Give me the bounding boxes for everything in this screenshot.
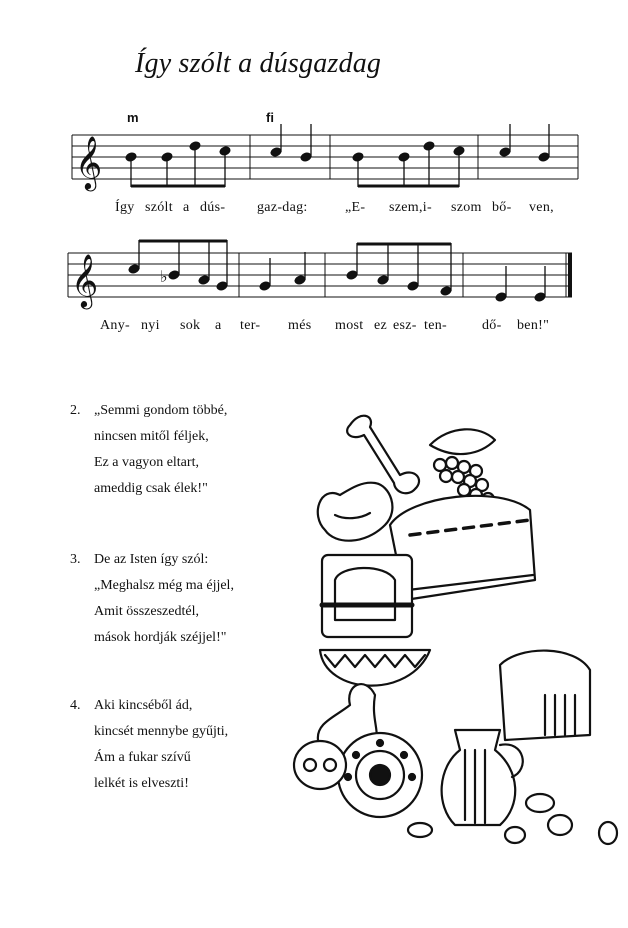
bone-icon [347, 416, 419, 494]
verse-line: Amit összeszedtél, [94, 604, 199, 619]
treble-clef-icon-2: 𝄞 [71, 253, 99, 307]
verse-number: 3. [70, 552, 81, 567]
lyric-syllable: szom [451, 200, 482, 215]
notes-measure-1 [125, 141, 231, 187]
lyric-syllable: ez [374, 318, 388, 333]
verse-line: mások hordják széjjel!" [94, 630, 227, 645]
notes-measure-7 [346, 243, 452, 296]
vase-icon [442, 730, 523, 825]
notes-measure-2 [270, 124, 312, 162]
lyric-syllable: sok [180, 318, 201, 333]
staff-1 [72, 135, 578, 179]
lyric-syllable: ten- [424, 318, 447, 333]
lyric-syllable: a [183, 200, 190, 215]
lyric-syllable: esz- [393, 318, 417, 333]
lyric-syllable: nyi [141, 318, 160, 333]
lyric-syllable: szólt [145, 200, 173, 215]
verse-line: ameddig csak élek!" [94, 481, 208, 496]
music-score [0, 0, 628, 340]
verse-line: Aki kincséből ád, [94, 698, 193, 713]
verse-line: „Meghalsz még ma éjjel, [94, 578, 234, 593]
verse-line: lelkét is elveszti! [94, 776, 189, 791]
plate-icon [338, 733, 422, 817]
verse-number: 4. [70, 698, 81, 713]
verse-line: nincsen mitől féljek, [94, 429, 209, 444]
verse-line: Ám a fukar szívű [94, 750, 191, 765]
lyric-syllable: gaz-dag: [257, 200, 308, 215]
treble-clef-icon: 𝄞 [75, 135, 103, 189]
verse-number: 2. [70, 403, 81, 418]
lantern-box-icon [322, 555, 412, 637]
verse-line: De az Isten így szól: [94, 552, 209, 567]
lyric-syllable: ter- [240, 318, 261, 333]
grapes-icon [430, 429, 495, 505]
verse-3 [70, 547, 234, 651]
ham-icon [318, 483, 393, 541]
lyric-syllable: a [215, 318, 222, 333]
verse-2 [70, 398, 227, 502]
lyric-syllable: més [288, 318, 312, 333]
verse-4 [70, 693, 228, 797]
notes-measure-3 [352, 141, 465, 187]
lyric-syllable: ven, [529, 200, 554, 215]
small-chest-icon [500, 651, 590, 740]
lyric-syllable: dő- [482, 318, 502, 333]
lyric-syllable: ben!" [517, 318, 550, 333]
song-title: Így szólt a dúsgazdag [135, 48, 382, 79]
notes-measure-6 [259, 252, 306, 291]
svg-text:♭: ♭ [160, 267, 168, 286]
lyric-syllable: szem,i- [389, 200, 432, 215]
treasure-pile-illustration [290, 405, 620, 850]
solfa-mark-fi: fi [266, 110, 274, 125]
solfa-mark-mi: m [127, 110, 139, 125]
pot-icon [294, 741, 346, 789]
lyric-syllable: Any- [100, 318, 130, 333]
verse-line: „Semmi gondom többé, [94, 403, 228, 418]
notes-measure-5 [128, 240, 228, 291]
lyric-syllable: „E- [345, 200, 366, 215]
lyric-syllable: Így [115, 200, 135, 215]
bowl-icon [320, 650, 430, 686]
lyric-syllable: most [335, 318, 364, 333]
lyric-syllable: dús- [200, 200, 226, 215]
verse-line: Ez a vagyon eltart, [94, 455, 199, 470]
staff-2 [68, 253, 572, 297]
verse-line: kincsét mennybe gyűjti, [94, 724, 229, 739]
notes-measure-4 [499, 124, 550, 162]
lyric-syllable: bő- [492, 200, 512, 215]
